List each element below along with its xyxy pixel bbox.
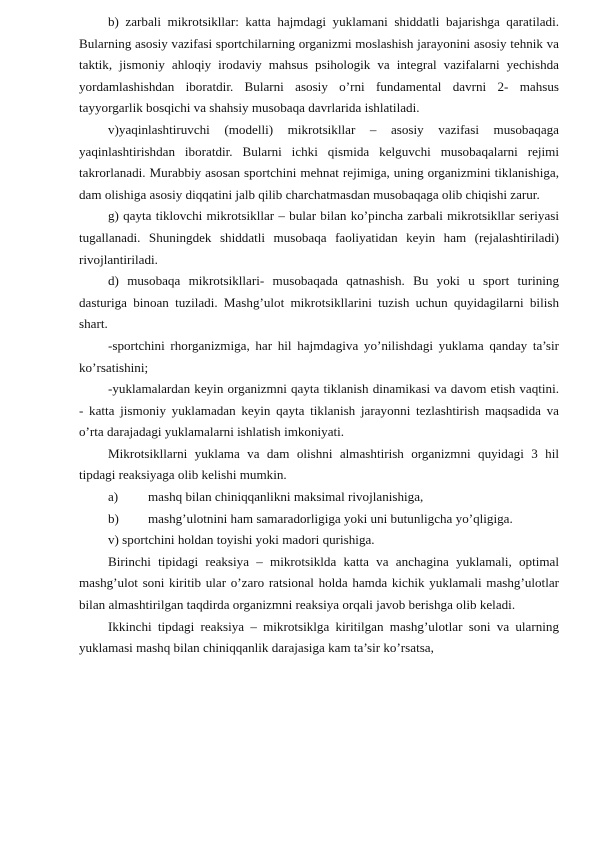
list-marker: b)	[108, 510, 119, 526]
list-item	[79, 486, 559, 508]
paragraph-birinchi-tip: Birinchi tipidagi reaksiya – mikrotsiklda katta va anchagina yuklamali, optimal mashg’ulot soni kiritib ular o’zaro ratsional holda hamda kichik yuklamali mashg’ulotlar bilan almashtirilgan taqdirda organizmni reaksiya orqali javob berishga olib keladi.	[79, 553, 559, 613]
list-item-text: mashq bilan chiniqqanlikni maksimal rivojlanishiga,	[148, 489, 424, 505]
list-item	[79, 508, 559, 530]
paragraph-ikkinchi-tip: Ikkinchi tipdagi reaksiya – mikrotsiklga kiritilgan mashg’ulotlar soni va ularning yuklamasi mashq bilan chiniqqanlik darajasiga kam ta’sir ko’rsatsa,	[79, 618, 559, 656]
list-item-text: mashg’ulotnini ham samaradorligiga yoki uni butunligcha yo’qligiga.	[148, 510, 513, 526]
paragraph-holdan-toyishi: v) sportchini holdan toyishi yoki madori qurishiga.	[108, 532, 375, 548]
paragraph-mikrotsikllarni: Mikrotsikllarni yuklama va dam olishni almashtirish organizmni quyidagi 3 hil tipdagi reaksiyaga olib kelishi mumkin.	[79, 445, 559, 483]
paragraph-yaqinlashtiruvchi: v)yaqinlashtiruvchi (modelli) mikrotsikllar – asosiy vazifasi musobaqaga yaqinlashtirishdan iboratdir. Bularni ichki qismida kelguvchi musobaqalarni rejimi takrorlanadi. Murabbiy asosan sportchini mehnat rejimiga, uning organizmini tiklanishiga, dam olishiga asosiy diqqatini jalb qilib charchatmasdan musobaqaga olib chiqishi zarur.	[79, 121, 559, 202]
paragraph-musobaqa: d) musobaqa mikrotsikllari- musobaqada qatnashish. Bu yoki u sport turining dasturiga binoan tuziladi. Mashg’ulot mikrotsikllarini tuzish uchun quyidagilarni bilish shart.	[79, 273, 559, 332]
document-page	[79, 11, 559, 659]
paragraph-qayta-tiklovchi: g) qayta tiklovchi mikrotsikllar – bular bilan ko’pincha zarbali mikrotsikllar seriyasi tugallanadi. Shuningdek shiddatli musobaqa faoliyatidan keyin ham (rejalashtiriladi) rivojlantiriladi.	[79, 208, 559, 267]
paragraph-sportchini: -sportchini rhorganizmiga, har hil hajmdagiva yo’nilishdagi yuklama qanday ta’sir ko’rsatishini;	[79, 337, 559, 375]
paragraph-zarbali: b) zarbali mikrotsikllar: katta hajmdagi yuklamani shiddatli bajarishga qaratiladi. Bularning asosiy vazifasi sportchilarning organizmi moslashish jarayonini asosiy tehnik va taktik, jismoniy ahloqiy irodaviy mahsus psihologik va integral vazifalarni yechishda yordamlashishdan iboratdir. Bularni asosiy o’rni fundamental davrni 2- mahsus tayyorgarlik bosqichi va shahsiy musobaqa davrlarida ishlatiladi.	[79, 14, 559, 116]
paragraph-yuklamalardan: -yuklamalardan keyin organizmni qayta tiklanish dinamikasi va davom etish vaqtini. - katta jismoniy yuklamadan keyin qayta tiklanish jarayonni tezlashtirish maqsadida va o’rta darajadagi yuklamalarni ishlatish imkoniyati.	[79, 381, 559, 440]
list-marker: a)	[108, 489, 119, 505]
